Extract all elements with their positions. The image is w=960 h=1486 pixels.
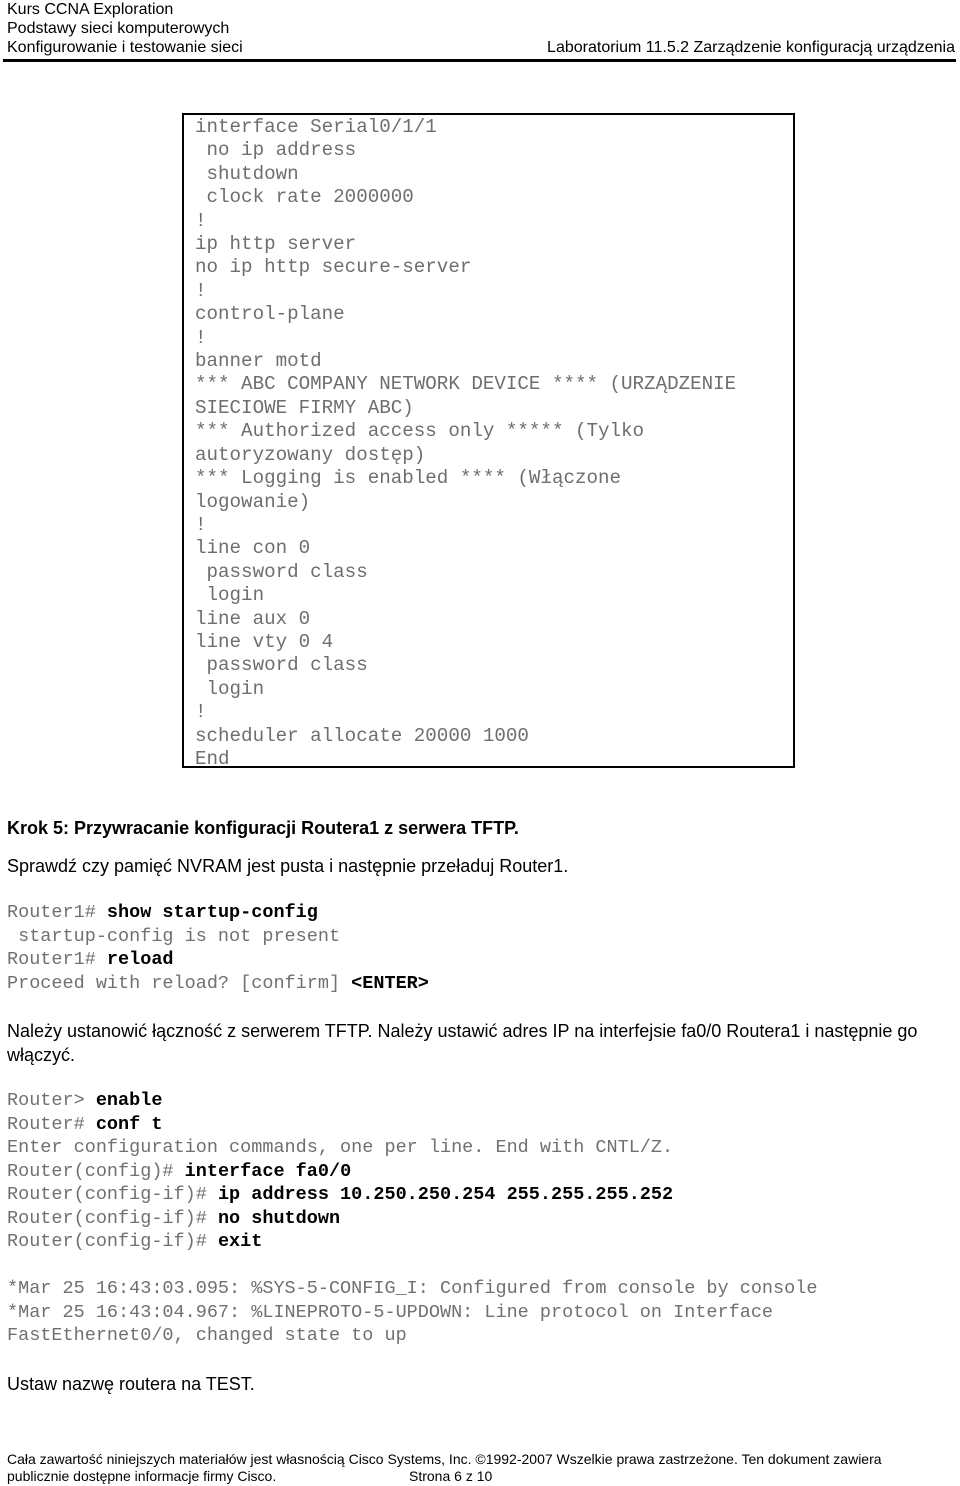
cli-output: Router(config-if)# — [7, 1184, 218, 1205]
config-line: password class — [195, 654, 368, 677]
config-line: ! — [195, 326, 207, 349]
config-line: logowanie) — [195, 490, 311, 513]
config-line: ! — [195, 279, 207, 302]
cli-line — [7, 1161, 351, 1182]
config-line: password class — [195, 560, 368, 583]
header-chapter: Konfigurowanie i testowanie sieci — [7, 39, 243, 56]
tftp-instruction: Należy ustanowić łączność z serwerem TFTP. Należy ustawić adres IP na interfejsie fa0/0 Routera1 i następnie go włączyć. — [7, 1021, 918, 1065]
cli-command: reload — [106, 949, 174, 970]
page-number: Strona 6 z 10 — [409, 1468, 493, 1484]
cli-line — [7, 1090, 162, 1111]
footer-public-info: publicznie dostępne informacje firmy Cisco. — [7, 1468, 277, 1484]
header-module: Podstawy sieci komputerowych — [7, 20, 230, 37]
cli-line — [7, 1302, 773, 1323]
config-line: login — [195, 677, 265, 700]
config-line: SIECIOWE FIRMY ABC) — [195, 396, 414, 419]
cli-output: Router(config-if)# — [7, 1207, 218, 1229]
cli-command: no shutdown — [217, 1207, 341, 1229]
config-line: *** ABC COMPANY NETWORK DEVICE **** (URZĄDZENIE — [195, 373, 737, 396]
config-line: clock rate 2000000 — [195, 186, 414, 209]
cli-line — [7, 1137, 673, 1158]
config-line: control-plane — [195, 303, 345, 326]
header-course: Kurs CCNA Exploration — [7, 1, 174, 18]
config-line: *** Logging is enabled **** (Włączone — [195, 467, 622, 490]
cli-output: Router1# — [7, 949, 107, 970]
cli-output: FastEthernet0/0, changed state to up — [7, 1325, 407, 1346]
config-line: login — [195, 584, 265, 607]
rename-instruction: Ustaw nazwę routera na TEST. — [7, 1374, 255, 1394]
cli-line — [7, 1231, 262, 1252]
config-line: banner motd — [195, 350, 322, 373]
config-line: no ip address — [195, 139, 357, 162]
step5-instruction: Sprawdź czy pamięć NVRAM jest pusta i następnie przeładuj Router1. — [7, 856, 569, 876]
config-listing-box — [182, 113, 795, 768]
cli-line — [7, 1278, 817, 1299]
cli-block-reload — [7, 901, 429, 995]
cli-output: Proceed with reload? [confirm] — [7, 972, 352, 994]
cli-output: Router(config-if)# — [7, 1231, 218, 1252]
cli-command: ip address 10.250.250.254 255.255.255.252 — [217, 1184, 674, 1205]
config-line: ! — [195, 513, 207, 536]
cli-line — [7, 1184, 673, 1205]
cli-block-interface — [7, 1089, 817, 1348]
header-lab-title: Laboratorium 11.5.2 Zarządzenie konfiguracją urządzenia — [547, 39, 955, 56]
cli-command: interface fa0/0 — [184, 1160, 352, 1182]
cli-line — [7, 1325, 407, 1346]
cli-command: <ENTER> — [351, 972, 429, 994]
page-header — [7, 0, 955, 58]
cli-line — [7, 1114, 162, 1135]
config-line: line vty 0 4 — [195, 630, 334, 653]
config-line: *** Authorized access only ***** (Tylko — [195, 420, 645, 443]
config-line: ip http server — [195, 233, 357, 256]
config-line: line aux 0 — [195, 607, 311, 630]
header-divider — [3, 59, 956, 62]
cli-command: conf t — [95, 1113, 163, 1135]
config-line: scheduler allocate 20000 1000 — [195, 724, 529, 747]
cli-output: startup-config is not present — [7, 925, 341, 947]
step5-heading: Krok 5: Przywracanie konfiguracji Routera1 z serwera TFTP. — [7, 818, 519, 838]
cli-output: Router# — [7, 1113, 96, 1135]
config-line: autoryzowany dostęp) — [195, 443, 426, 466]
cli-output: Router(config)# — [7, 1160, 185, 1182]
config-line: interface Serial0/1/1 — [195, 116, 437, 138]
cli-line — [7, 973, 429, 994]
config-listing — [195, 116, 736, 771]
config-line: shutdown — [195, 162, 299, 185]
cli-line — [7, 1208, 340, 1229]
cli-command: show startup-config — [106, 902, 318, 923]
config-line: ! — [195, 209, 207, 232]
cli-output: Router1# — [7, 902, 107, 923]
cli-output: Router> — [7, 1090, 96, 1111]
config-line: line con 0 — [195, 537, 311, 560]
cli-line — [7, 949, 174, 970]
cli-output: Enter configuration commands, one per line. End with CNTL/Z. — [7, 1137, 674, 1158]
footer-copyright: Cała zawartość niniejszych materiałów jest własnością Cisco Systems, Inc. ©1992-2007 Wszelkie prawa zastrzeżone. Ten dokument zawiera — [7, 1451, 882, 1467]
config-line: End — [195, 747, 230, 770]
cli-output: *Mar 25 16:43:04.967: %LINEPROTO-5-UPDOWN: Line protocol on Interface — [7, 1301, 774, 1323]
cli-output: *Mar 25 16:43:03.095: %SYS-5-CONFIG_I: Configured from console by console — [7, 1278, 818, 1299]
cli-line — [7, 902, 318, 923]
config-line: ! — [195, 701, 207, 724]
config-line: no ip http secure-server — [195, 256, 472, 279]
cli-command: enable — [95, 1090, 163, 1111]
page-footer — [7, 1451, 955, 1485]
cli-line — [7, 926, 340, 947]
cli-command: exit — [217, 1231, 263, 1252]
